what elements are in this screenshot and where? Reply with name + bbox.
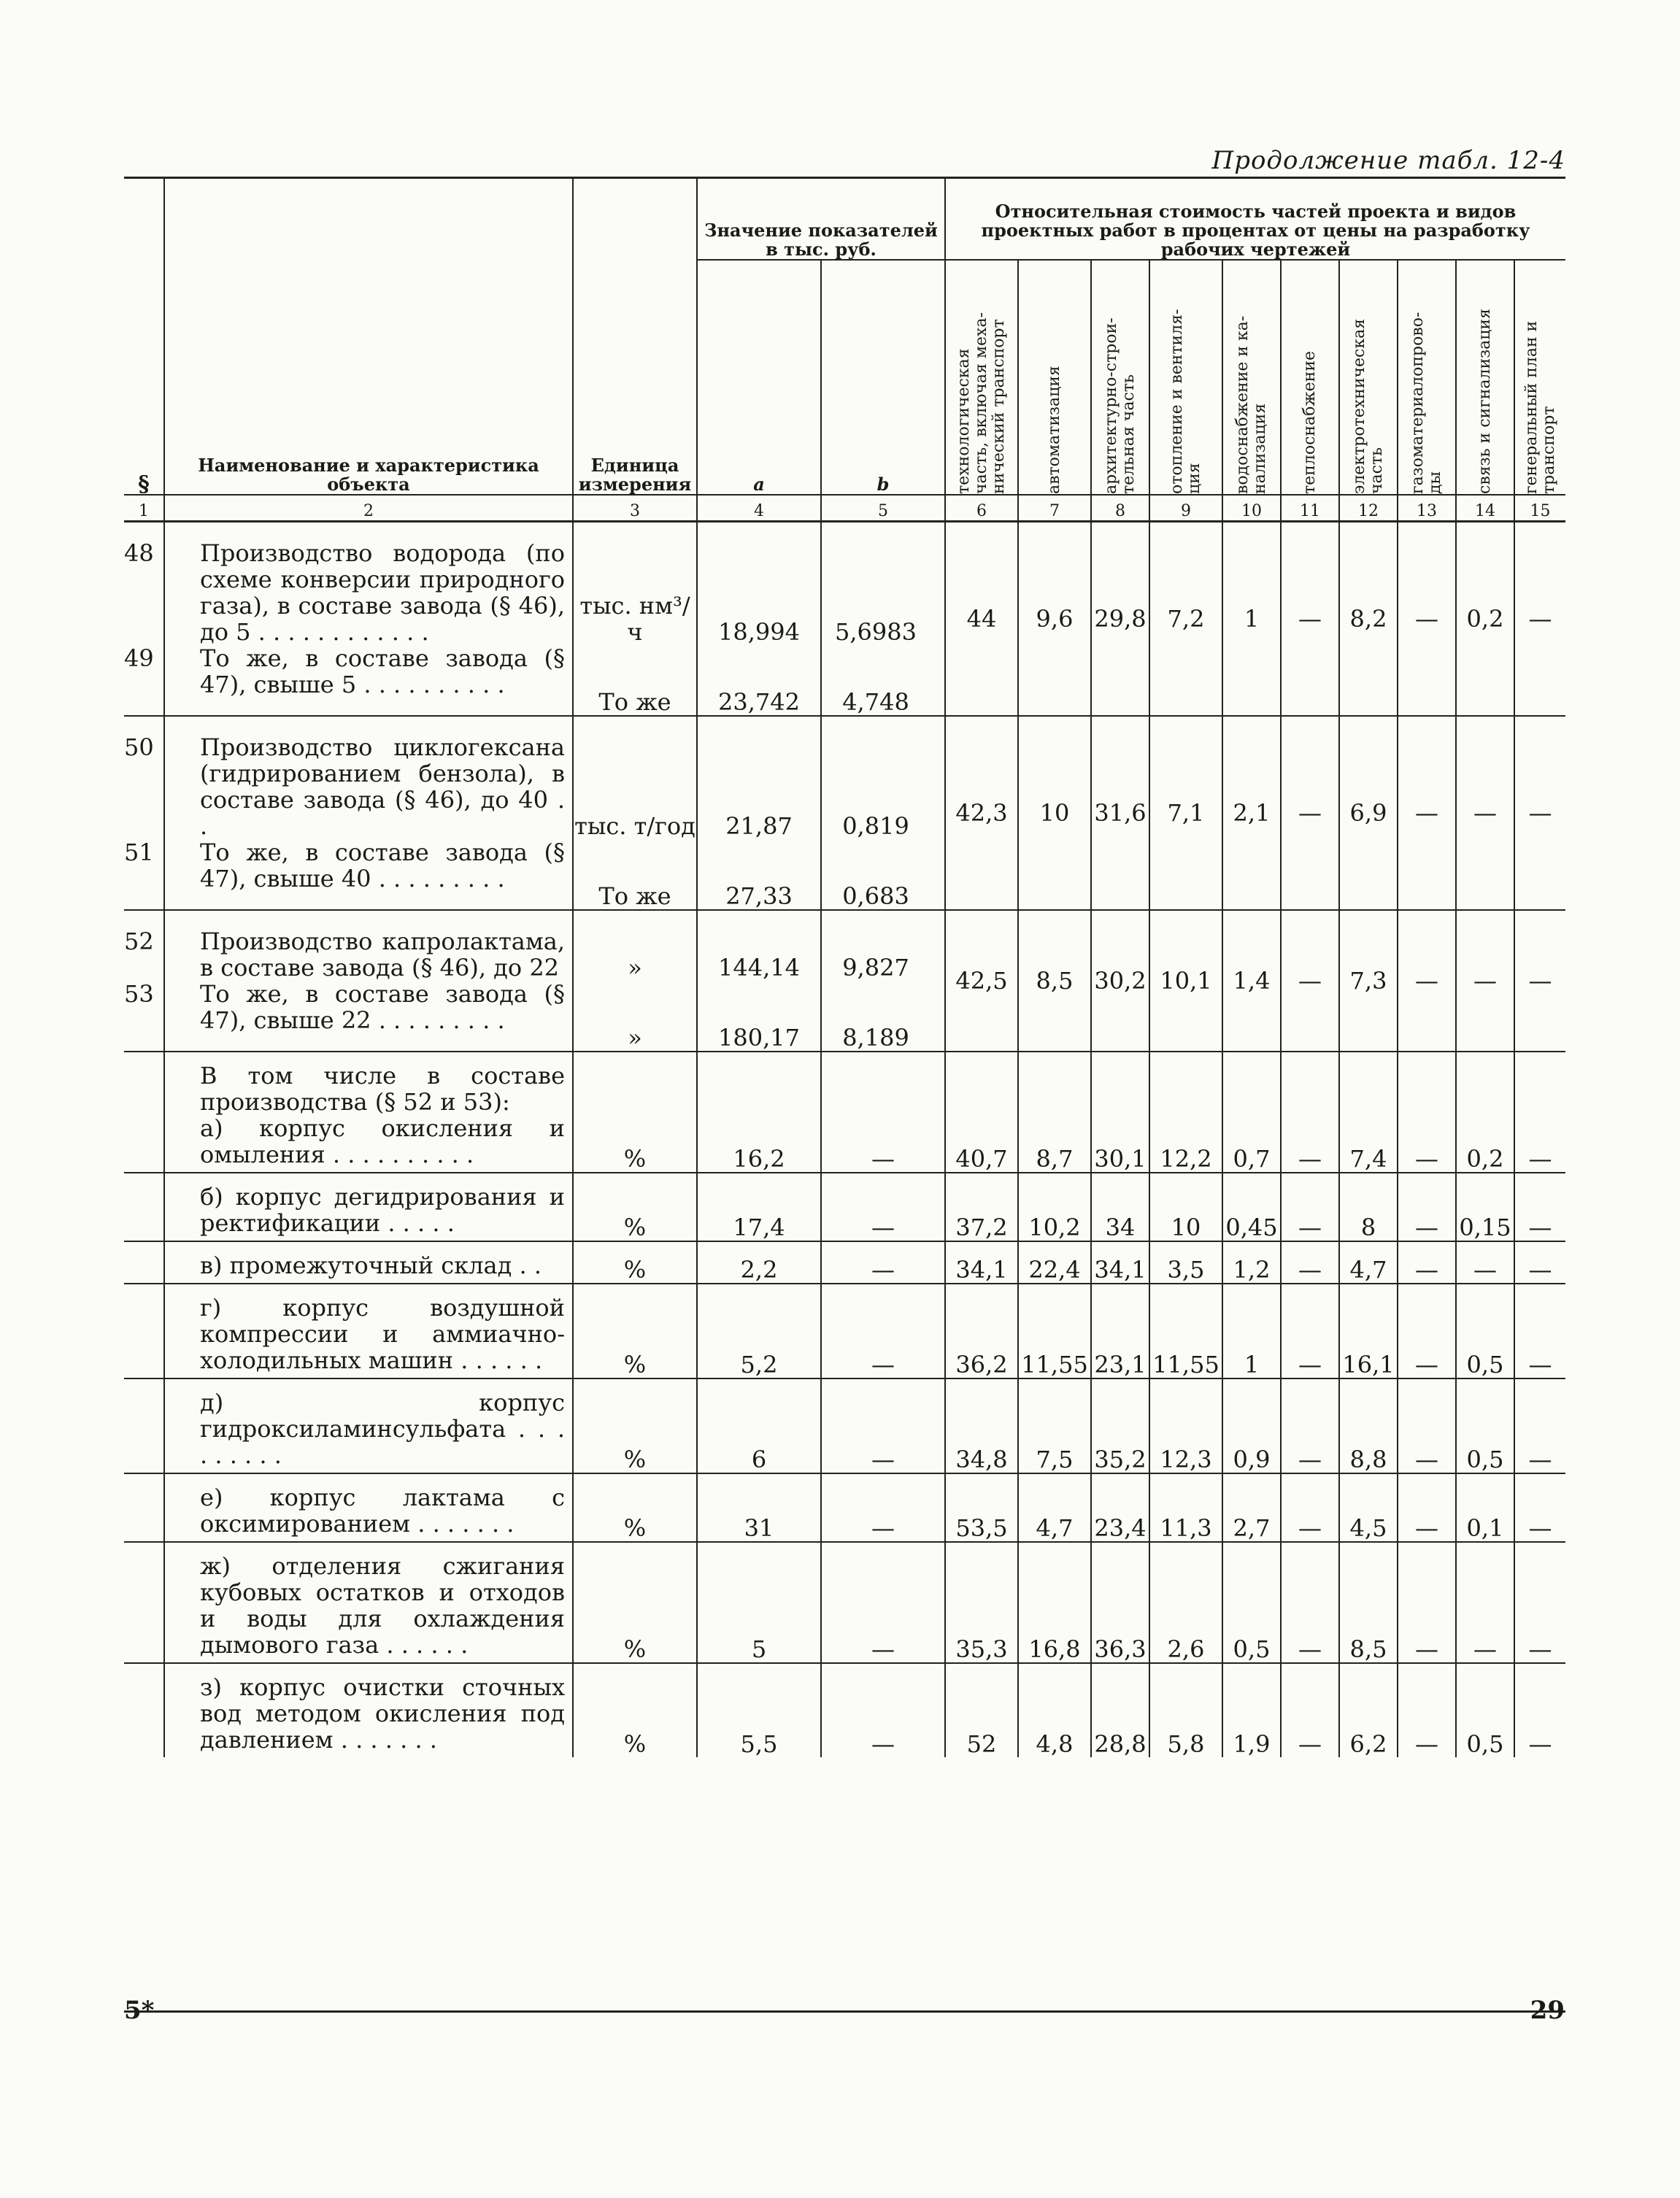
rel-cell: —	[1514, 522, 1565, 717]
row-name: Производство капролактама, в составе завода (§ 46), до 22	[164, 911, 573, 981]
row-value-b: —	[821, 1664, 945, 1757]
row-value-a: 31	[697, 1474, 821, 1542]
rel-cell: 8	[1339, 1173, 1398, 1241]
rel-cell: 0,9	[1222, 1379, 1281, 1473]
header-col-2: Наименование и характеристика объекта	[164, 179, 573, 495]
table-caption: Продолжение табл. 12-4	[1211, 146, 1565, 175]
row-unit: %	[573, 1052, 697, 1173]
rel-cell: —	[1514, 1379, 1565, 1473]
rel-cell: 30,1	[1091, 1052, 1149, 1173]
row-value-b: 0,819	[821, 717, 945, 839]
rel-cell: 52	[945, 1664, 1018, 1757]
row-value-a: 6	[697, 1379, 821, 1473]
row-name: Производство циклогексана (гидрированием бензола), в составе завода (§ 46), до 40 . .	[164, 717, 573, 839]
rel-cell: 8,7	[1018, 1052, 1091, 1173]
rel-cell: 6,9	[1339, 717, 1398, 910]
row-value-b: —	[821, 1284, 945, 1378]
rel-cell: —	[1456, 717, 1514, 910]
row-value-b: —	[821, 1474, 945, 1542]
rel-cell: 23,1	[1091, 1284, 1149, 1378]
rel-cell: —	[1456, 1242, 1514, 1284]
rel-cell: 0,5	[1456, 1379, 1514, 1473]
column-number-row	[124, 495, 1565, 522]
rel-cell: —	[1281, 1474, 1339, 1542]
column-number: 1	[124, 495, 164, 522]
column-number: 6	[945, 495, 1018, 522]
rel-cell: —	[1281, 911, 1339, 1052]
footer-mark: 5*	[124, 1996, 155, 2025]
rel-cell: 10	[1018, 717, 1091, 910]
table-row	[124, 1543, 1565, 1663]
rel-cell: 0,5	[1222, 1543, 1281, 1663]
rel-cell: —	[1398, 1543, 1456, 1663]
rel-cell: 0,45	[1222, 1173, 1281, 1241]
rel-cell: 53,5	[945, 1474, 1018, 1542]
header-group-rel: Относительная стоимость частей проекта и видов проектных работ в процентах от цены на разработку рабочих чертежей	[945, 179, 1565, 260]
header-rel-label: отопление и вентиля- ция	[1168, 309, 1203, 494]
row-index	[124, 1242, 164, 1284]
column-number: 11	[1281, 495, 1339, 522]
header-col-b: b	[821, 260, 945, 495]
rel-cell: 0,2	[1456, 522, 1514, 717]
row-index: 49	[124, 644, 154, 672]
header-rel-label: электротехническая часть	[1350, 318, 1386, 494]
row-value-a: 18,994	[697, 522, 821, 646]
column-number: 5	[821, 495, 945, 522]
row-name: з) корпус очистки сточных вод методом окисления под давлением . . . . . . .	[164, 1664, 573, 1757]
rel-cell: 30,2	[1091, 911, 1149, 1052]
rel-cell: 36,2	[945, 1284, 1018, 1378]
header-rel-label: генеральный план и транспорт	[1522, 320, 1558, 494]
rel-cell: —	[1456, 911, 1514, 1052]
rel-cell: —	[1281, 1543, 1339, 1663]
rel-cell: —	[1398, 911, 1456, 1052]
rel-cell: —	[1281, 1173, 1339, 1241]
rel-cell: 34,8	[945, 1379, 1018, 1473]
rel-cell: —	[1514, 1664, 1565, 1757]
row-unit: %	[573, 1543, 697, 1663]
rel-cell: 36,3	[1091, 1543, 1149, 1663]
rel-cell: —	[1398, 1379, 1456, 1473]
rel-cell: 35,2	[1091, 1379, 1149, 1473]
rel-cell: 4,5	[1339, 1474, 1398, 1542]
table-row	[124, 911, 1565, 981]
rel-cell: —	[1281, 1664, 1339, 1757]
rel-cell: 8,5	[1339, 1543, 1398, 1663]
rel-cell: —	[1398, 1052, 1456, 1173]
header-rel-label: теплоснабжение	[1301, 350, 1319, 494]
rel-cell: 4,7	[1018, 1474, 1091, 1542]
rel-cell: 1,9	[1222, 1664, 1281, 1757]
header-rel-label: связь и сигнализация	[1476, 309, 1494, 494]
bottom-rule	[124, 2010, 1565, 2013]
header-rel-col-15	[1514, 260, 1565, 495]
table-row	[124, 1242, 1565, 1284]
row-value-a: 144,14	[697, 911, 821, 981]
row-value-a: 5	[697, 1543, 821, 1663]
row-unit: тыс. нм³/ч	[573, 522, 697, 646]
row-unit: тыс. т/год	[573, 717, 697, 839]
rel-cell: 9,6	[1018, 522, 1091, 717]
row-index: 51	[124, 838, 154, 866]
rel-cell: 16,8	[1018, 1543, 1091, 1663]
row-name: Производство водорода (по схеме конверсии природного газа), в составе завода (§ 46), до 5 . . . . . . . . . . . .	[164, 522, 573, 646]
header-col-3: Единица измерения	[573, 179, 697, 495]
rel-cell: —	[1514, 911, 1565, 1052]
rel-cell: 4,7	[1339, 1242, 1398, 1284]
header-rel-label: архитектурно-строи- тельная часть	[1102, 317, 1138, 494]
row-index: 52	[124, 928, 154, 955]
rel-cell: 12,2	[1149, 1052, 1222, 1173]
row-value-a: 5,5	[697, 1664, 821, 1757]
header-rel-label: газоматериалопрово- ды	[1409, 312, 1444, 494]
row-unit: %	[573, 1173, 697, 1241]
row-value-b: —	[821, 1543, 945, 1663]
rel-cell: 37,2	[945, 1173, 1018, 1241]
rel-cell: 42,5	[945, 911, 1018, 1052]
rel-cell: 0,1	[1456, 1474, 1514, 1542]
rel-cell: —	[1514, 1242, 1565, 1284]
rel-cell: 5,8	[1149, 1664, 1222, 1757]
rel-cell: 3,5	[1149, 1242, 1222, 1284]
rel-cell: 11,55	[1149, 1284, 1222, 1378]
rel-cell: —	[1514, 1284, 1565, 1378]
row-index: 48	[124, 539, 154, 567]
table-row	[124, 522, 1565, 646]
row-value-a: 21,87	[697, 717, 821, 839]
rel-cell: —	[1398, 1474, 1456, 1542]
rel-cell: 42,3	[945, 717, 1018, 910]
rel-cell: —	[1398, 1664, 1456, 1757]
row-value-b: 0,683	[821, 839, 945, 910]
row-index	[124, 1543, 164, 1663]
rel-cell: 35,3	[945, 1543, 1018, 1663]
header-rel-col-9	[1149, 260, 1222, 495]
rel-cell: 0,2	[1456, 1052, 1514, 1173]
rel-cell: —	[1398, 1242, 1456, 1284]
column-number: 9	[1149, 495, 1222, 522]
rel-cell: 10	[1149, 1173, 1222, 1241]
rel-cell: 1,2	[1222, 1242, 1281, 1284]
row-value-a: 180,17	[697, 981, 821, 1052]
rel-cell: 16,1	[1339, 1284, 1398, 1378]
header-col-a: a	[697, 260, 821, 495]
row-index	[124, 1664, 164, 1757]
rel-cell: 22,4	[1018, 1242, 1091, 1284]
rel-cell: —	[1456, 1543, 1514, 1663]
rel-cell: 1	[1222, 522, 1281, 717]
row-name: д) корпус гидроксиламинсульфата . . . . . . . . .	[164, 1379, 573, 1473]
rel-cell: 2,7	[1222, 1474, 1281, 1542]
rel-cell: 0,5	[1456, 1664, 1514, 1757]
row-unit: То же	[573, 839, 697, 910]
rel-cell: —	[1514, 1173, 1565, 1241]
rel-cell: —	[1398, 1284, 1456, 1378]
rel-cell: —	[1514, 1543, 1565, 1663]
header-rel-col-11	[1281, 260, 1339, 495]
rel-cell: 11,3	[1149, 1474, 1222, 1542]
header-rel-label: водоснабжение и ка- нализация	[1233, 315, 1269, 494]
rel-cell: 28,8	[1091, 1664, 1149, 1757]
column-number: 12	[1339, 495, 1398, 522]
row-value-b: —	[821, 1242, 945, 1284]
rel-cell: 12,3	[1149, 1379, 1222, 1473]
rel-cell: 34	[1091, 1173, 1149, 1241]
cost-table	[124, 177, 1565, 1757]
header-col-1: §	[138, 471, 150, 497]
row-value-b: —	[821, 1052, 945, 1173]
rel-cell: —	[1281, 1242, 1339, 1284]
row-index	[124, 1052, 164, 1173]
rel-cell: —	[1514, 1474, 1565, 1542]
rel-cell: —	[1398, 1173, 1456, 1241]
rel-cell: 7,4	[1339, 1052, 1398, 1173]
row-name: е) корпус лактама с оксимированием . . . . . . .	[164, 1474, 573, 1542]
header-rel-col-7	[1018, 260, 1091, 495]
rel-cell: 11,55	[1018, 1284, 1091, 1378]
row-value-b: 8,189	[821, 981, 945, 1052]
rel-cell: —	[1281, 717, 1339, 910]
header-rel-col-8	[1091, 260, 1149, 495]
row-name: То же, в составе завода (§ 47), свыше 40 . . . . . . . . .	[164, 839, 573, 910]
row-value-b: 9,827	[821, 911, 945, 981]
row-value-b: 5,6983	[821, 522, 945, 646]
row-name: б) корпус дегидрирования и ректификации . . . . .	[164, 1173, 573, 1241]
rel-cell: —	[1281, 1284, 1339, 1378]
rel-cell: —	[1514, 1052, 1565, 1173]
row-unit: %	[573, 1474, 697, 1542]
row-value-a: 23,742	[697, 645, 821, 716]
rel-cell: —	[1398, 522, 1456, 717]
rel-cell: 0,5	[1456, 1284, 1514, 1378]
rel-cell: 7,2	[1149, 522, 1222, 717]
row-unit: %	[573, 1664, 697, 1757]
rel-cell: 7,3	[1339, 911, 1398, 1052]
column-number: 15	[1514, 495, 1565, 522]
column-number: 7	[1018, 495, 1091, 522]
row-value-a: 2,2	[697, 1242, 821, 1284]
rel-cell: 2,1	[1222, 717, 1281, 910]
rel-cell: 34,1	[1091, 1242, 1149, 1284]
row-unit: »	[573, 911, 697, 981]
row-index	[124, 1474, 164, 1542]
column-number: 10	[1222, 495, 1281, 522]
rel-cell: 1,4	[1222, 911, 1281, 1052]
row-unit: »	[573, 981, 697, 1052]
row-name: То же, в составе завода (§ 47), свыше 22 . . . . . . . . .	[164, 981, 573, 1052]
table-row	[124, 1474, 1565, 1542]
row-value-a: 5,2	[697, 1284, 821, 1378]
rel-cell: —	[1398, 717, 1456, 910]
rel-cell: 7,5	[1018, 1379, 1091, 1473]
table-row	[124, 717, 1565, 839]
row-value-a: 27,33	[697, 839, 821, 910]
header-row	[124, 179, 1565, 260]
row-name: г) корпус воздушной компрессии и аммиачно-холодильных машин . . . . . .	[164, 1284, 573, 1378]
rel-cell: 1	[1222, 1284, 1281, 1378]
row-value-b: 4,748	[821, 645, 945, 716]
rel-cell: 8,5	[1018, 911, 1091, 1052]
header-rel-col-12	[1339, 260, 1398, 495]
rel-cell: 31,6	[1091, 717, 1149, 910]
column-number: 13	[1398, 495, 1456, 522]
row-value-a: 17,4	[697, 1173, 821, 1241]
rel-cell: 44	[945, 522, 1018, 717]
rel-cell: 0,7	[1222, 1052, 1281, 1173]
row-unit: %	[573, 1379, 697, 1473]
row-index: 53	[124, 980, 154, 1008]
row-unit: То же	[573, 645, 697, 716]
rel-cell: —	[1514, 717, 1565, 910]
header-rel-col-13	[1398, 260, 1456, 495]
table-row	[124, 1173, 1565, 1241]
row-value-b: —	[821, 1379, 945, 1473]
rel-cell: 40,7	[945, 1052, 1018, 1173]
rel-cell: 0,15	[1456, 1173, 1514, 1241]
table-row	[124, 1284, 1565, 1378]
row-index	[124, 1284, 164, 1378]
rel-cell: 2,6	[1149, 1543, 1222, 1663]
rel-cell: 8,8	[1339, 1379, 1398, 1473]
page-number: 29	[1530, 1996, 1565, 2025]
column-number: 4	[697, 495, 821, 522]
column-number: 8	[1091, 495, 1149, 522]
header-rel-col-10	[1222, 260, 1281, 495]
rel-cell: —	[1281, 1052, 1339, 1173]
header-rel-col-6	[945, 260, 1018, 495]
row-unit: %	[573, 1242, 697, 1284]
column-number: 14	[1456, 495, 1514, 522]
table-row	[124, 1379, 1565, 1473]
rel-cell: 6,2	[1339, 1664, 1398, 1757]
rel-cell: 4,8	[1018, 1664, 1091, 1757]
column-number: 2	[164, 495, 573, 522]
header-rel-label: автоматизация	[1045, 366, 1063, 494]
row-value-b: —	[821, 1173, 945, 1241]
rel-cell: 29,8	[1091, 522, 1149, 717]
header-rel-col-14	[1456, 260, 1514, 495]
row-name: В том числе в составе производства (§ 52 и 53): а) корпус окисления и омыления . . . . . . . . . .	[164, 1052, 573, 1173]
row-name: ж) отделения сжигания кубовых остатков и отходов и воды для охлаждения дымового газа . . . . . .	[164, 1543, 573, 1663]
table-row	[124, 1664, 1565, 1757]
rel-cell: 8,2	[1339, 522, 1398, 717]
rel-cell: 10,2	[1018, 1173, 1091, 1241]
row-unit: %	[573, 1284, 697, 1378]
rel-cell: 10,1	[1149, 911, 1222, 1052]
column-number: 3	[573, 495, 697, 522]
row-name: в) промежуточный склад . .	[164, 1242, 573, 1284]
rel-cell: —	[1281, 1379, 1339, 1473]
rel-cell: 23,4	[1091, 1474, 1149, 1542]
header-rel-label: технологическая часть, включая меха- нический транспорт	[955, 312, 1008, 494]
rel-cell: 7,1	[1149, 717, 1222, 910]
table-row	[124, 1052, 1565, 1173]
row-value-a: 16,2	[697, 1052, 821, 1173]
row-index	[124, 1173, 164, 1241]
rel-cell: —	[1281, 522, 1339, 717]
header-group-values: Значение показателей в тыс. руб.	[697, 179, 945, 260]
row-name: То же, в составе завода (§ 47), свыше 5 . . . . . . . . . .	[164, 645, 573, 716]
row-index: 50	[124, 733, 154, 761]
row-index	[124, 1379, 164, 1473]
rel-cell: 34,1	[945, 1242, 1018, 1284]
